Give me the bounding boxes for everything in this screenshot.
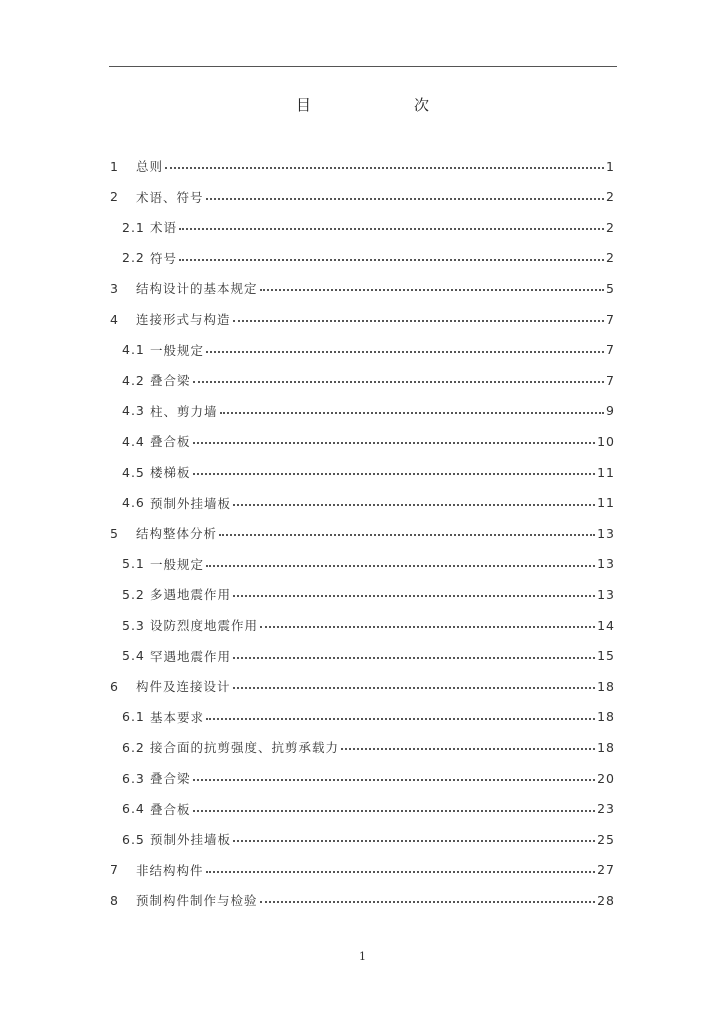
toc-entry-title: 预制外挂墙板 <box>150 495 232 511</box>
toc-entry[interactable] <box>122 431 615 451</box>
toc-entry[interactable] <box>122 584 615 604</box>
toc-entry[interactable] <box>122 462 615 482</box>
toc-dot-leader <box>219 534 595 536</box>
toc-entry[interactable] <box>122 370 615 390</box>
toc-entry[interactable] <box>122 340 615 360</box>
toc-entry-page: 18 <box>597 678 615 694</box>
toc-entry-number: 6.2 <box>122 739 145 755</box>
toc-dot-leader <box>179 259 604 261</box>
toc-entry[interactable] <box>122 768 615 788</box>
toc-entry-title: 柱、剪力墙 <box>150 403 218 419</box>
toc-entry-number: 4.6 <box>122 495 145 511</box>
toc-entry[interactable] <box>122 646 615 666</box>
toc-entry-title: 叠合梁 <box>150 373 191 389</box>
toc-entry-title: 符号 <box>150 250 178 266</box>
toc-entry-number: 5 <box>110 525 119 541</box>
toc-dot-leader <box>193 473 596 475</box>
page-title: 目 次 <box>295 96 473 114</box>
toc-dot-leader <box>260 901 596 903</box>
toc-entry-number: 8 <box>110 892 119 908</box>
toc-entry-title: 结构设计的基本规定 <box>136 281 258 297</box>
toc-dot-leader <box>206 718 595 720</box>
toc-entry-page: 27 <box>597 862 615 878</box>
toc-dot-leader <box>260 626 595 628</box>
toc-entry-title: 连接形式与构造 <box>136 312 231 327</box>
toc-dot-leader <box>233 320 605 322</box>
toc-entry-title: 一般规定 <box>150 342 205 358</box>
toc-dot-leader <box>233 657 595 659</box>
toc-entry-number: 5.2 <box>122 586 145 602</box>
toc-entry-title: 叠合梁 <box>150 771 191 786</box>
toc-entry-number: 4.2 <box>122 372 145 388</box>
toc-entry-page: 7 <box>606 342 615 358</box>
toc-entry-number: 5.3 <box>122 617 145 633</box>
toc-entry[interactable] <box>122 554 615 574</box>
toc-entry-number: 4.4 <box>122 433 145 449</box>
toc-entry-number: 2.1 <box>122 219 145 235</box>
toc-entry-number: 3 <box>110 280 119 296</box>
toc-entry[interactable] <box>110 860 615 880</box>
toc-entry-title: 预制外挂墙板 <box>150 832 232 848</box>
toc-entry-title: 多遇地震作用 <box>150 587 232 603</box>
toc-entry-title: 设防烈度地震作用 <box>150 618 259 633</box>
toc-entry[interactable] <box>122 401 615 421</box>
toc-entry-number: 1 <box>110 158 119 174</box>
toc-entry-page: 25 <box>597 831 615 847</box>
toc-dot-leader <box>233 595 595 597</box>
toc-entry[interactable] <box>122 799 615 819</box>
toc-entry-page: 2 <box>606 250 615 266</box>
toc-entry-page: 20 <box>597 770 615 786</box>
toc-entry-page: 13 <box>597 556 615 572</box>
toc-entry[interactable] <box>110 278 615 298</box>
toc-dot-leader <box>260 289 605 291</box>
toc-entry-page: 18 <box>597 739 615 755</box>
toc-entry-number: 5.4 <box>122 648 145 664</box>
toc-entry-page: 14 <box>597 617 615 633</box>
toc-entry-page: 13 <box>597 525 615 541</box>
toc-dot-leader <box>193 810 596 812</box>
toc-entry-title: 结构整体分析 <box>136 526 218 542</box>
toc-entry-page: 28 <box>597 892 615 908</box>
toc-entry[interactable] <box>122 829 615 849</box>
toc-dot-leader <box>206 198 605 200</box>
toc-dot-leader <box>206 871 596 873</box>
toc-entry-title: 术语、符号 <box>136 189 204 205</box>
toc-entry-page: 15 <box>597 648 615 664</box>
toc-entry-title: 楼梯板 <box>150 465 191 480</box>
toc-entry-title: 构件及连接设计 <box>136 679 231 695</box>
header-rule <box>109 66 617 67</box>
toc-dot-leader <box>193 779 596 781</box>
toc-entry[interactable] <box>122 248 615 268</box>
toc-dot-leader <box>233 687 596 689</box>
toc-entry-page: 18 <box>597 709 615 725</box>
toc-entry-page: 11 <box>597 464 615 480</box>
toc-entry[interactable] <box>110 523 615 543</box>
toc-entry-number: 6.5 <box>122 831 145 847</box>
toc-entry-page: 13 <box>597 586 615 602</box>
toc-entry-title: 预制构件制作与检验 <box>136 893 258 909</box>
toc-dot-leader <box>220 412 605 414</box>
toc-entry-number: 6.4 <box>122 801 145 817</box>
toc-entry[interactable] <box>110 676 615 696</box>
toc-entry-number: 7 <box>110 862 119 878</box>
toc-dot-leader <box>193 442 596 444</box>
toc-entry[interactable] <box>110 890 615 910</box>
toc-entry-number: 6.3 <box>122 770 145 786</box>
toc-entry[interactable] <box>110 187 615 207</box>
toc-dot-leader <box>179 228 604 230</box>
toc-entry[interactable] <box>122 707 615 727</box>
toc-entry-number: 4.1 <box>122 342 145 358</box>
toc-entry-page: 7 <box>606 311 615 327</box>
toc-entry-title: 叠合板 <box>150 801 191 817</box>
toc-entry-title: 术语 <box>150 220 178 236</box>
toc-dot-leader <box>193 381 605 383</box>
toc-entry-number: 2.2 <box>122 250 145 266</box>
toc-entry-number: 4.5 <box>122 464 145 480</box>
toc-entry-title: 总则 <box>136 159 164 174</box>
toc-entry[interactable] <box>110 309 615 329</box>
toc-entry-page: 1 <box>606 158 615 174</box>
toc-entry-title: 一般规定 <box>150 556 205 572</box>
toc-entry-title: 基本要求 <box>150 709 205 725</box>
toc-entry-number: 4 <box>110 311 119 327</box>
toc-entry-title: 非结构构件 <box>136 862 204 878</box>
toc-entry-number: 5.1 <box>122 556 145 572</box>
toc-entry-title: 叠合板 <box>150 434 191 450</box>
toc-dot-leader <box>206 351 604 353</box>
toc-dot-leader <box>206 565 595 567</box>
toc-entry-number: 4.3 <box>122 403 145 419</box>
toc-entry-title: 接合面的抗剪强度、抗剪承载力 <box>150 740 340 756</box>
toc-dot-leader <box>165 167 604 169</box>
footer-page-number: 1 <box>359 950 366 963</box>
toc-entry[interactable] <box>110 156 615 176</box>
toc-entry-page: 23 <box>597 801 615 817</box>
toc-entry[interactable] <box>122 217 615 237</box>
toc-entry-page: 9 <box>606 403 615 419</box>
toc-dot-leader <box>233 504 595 506</box>
toc-entry-page: 11 <box>597 495 615 511</box>
toc-entry-number: 6 <box>110 678 119 694</box>
toc-entry[interactable] <box>122 737 615 757</box>
toc-entry-page: 10 <box>597 433 615 449</box>
toc-entry-number: 6.1 <box>122 709 145 725</box>
toc-entry-page: 5 <box>606 280 615 296</box>
toc-entry[interactable] <box>122 493 615 513</box>
toc-entry-page: 2 <box>606 189 615 205</box>
toc-entry[interactable] <box>122 615 615 635</box>
toc-entry-page: 2 <box>606 219 615 235</box>
toc-dot-leader <box>341 748 595 750</box>
toc-entry-page: 7 <box>606 372 615 388</box>
toc-dot-leader <box>233 840 595 842</box>
toc-entry-title: 罕遇地震作用 <box>150 648 232 664</box>
toc-entry-number: 2 <box>110 189 119 205</box>
